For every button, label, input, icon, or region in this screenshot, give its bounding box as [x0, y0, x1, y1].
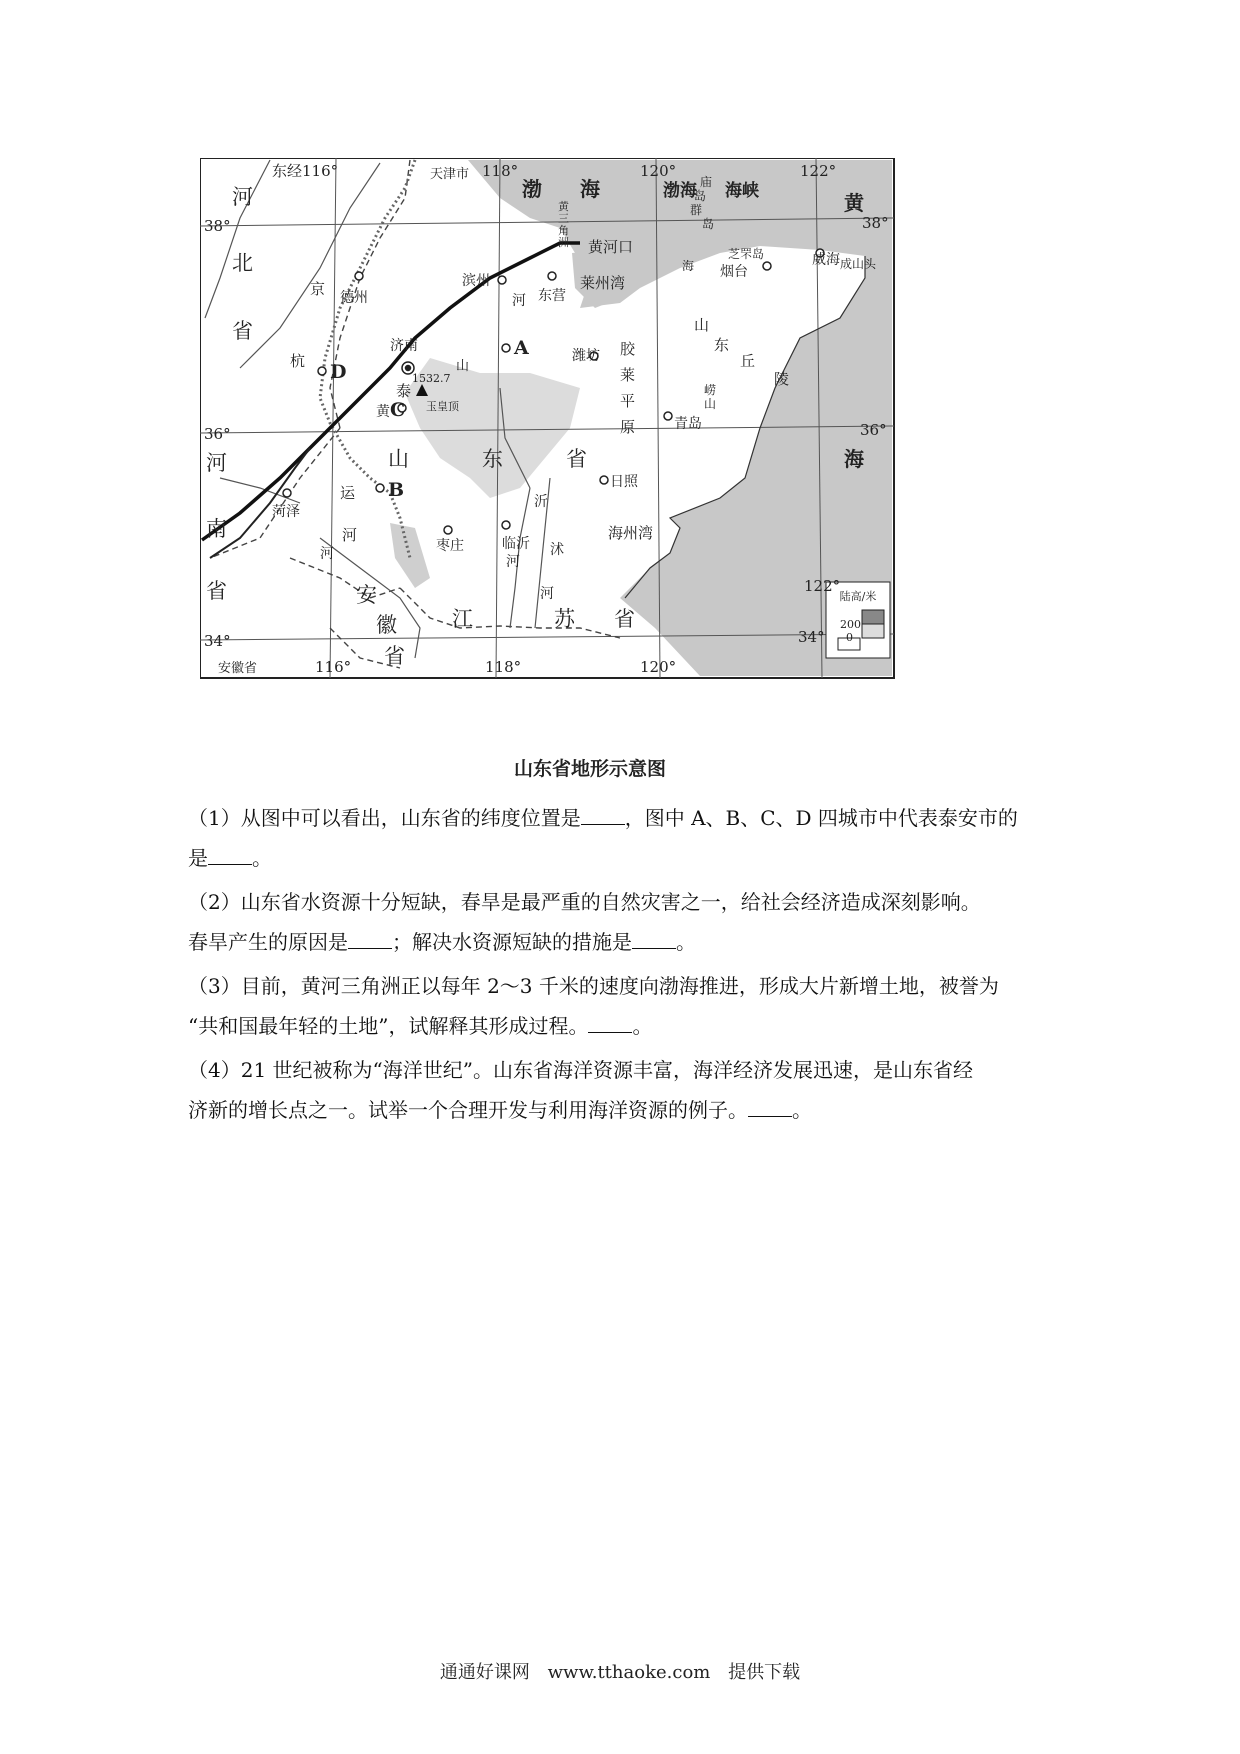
- delta-2: 三: [558, 212, 569, 225]
- prov-anhui-1: 安: [356, 583, 377, 607]
- lon-label-118: 118°: [482, 162, 519, 180]
- canal-jing: 京: [310, 280, 326, 298]
- question-1: [188, 798, 1058, 878]
- q3-text-b: “共和国最年轻的土地”，试解释其形成过程。: [188, 1014, 589, 1038]
- prov-henan-1: 河: [206, 451, 227, 475]
- lon-label-118-bottom: 118°: [485, 658, 522, 676]
- lat-label-36: 36°: [204, 425, 231, 443]
- lon-label-122-right: 122°: [804, 577, 841, 595]
- jiaolai-4: 原: [620, 418, 636, 436]
- river-huang: 黄: [376, 404, 390, 420]
- laoshan-1: 崂: [704, 383, 717, 397]
- q4-text-a: （4）21 世纪被称为“海洋世纪”。山东省海洋资源丰富，海洋经济发展迅速，是山东省经: [188, 1058, 973, 1082]
- lon-label-116-bottom: 116°: [315, 658, 352, 676]
- jiaolai-3: 平: [620, 392, 636, 410]
- q2-text-b: 春旱产生的原因是: [188, 930, 348, 954]
- island-zhifu: 芝罘岛: [728, 247, 765, 261]
- city-weihai: 威海: [812, 252, 840, 268]
- river-yi: 沂: [534, 494, 548, 510]
- prov-henan-3: 省: [206, 579, 227, 603]
- haizhou-bay-label: 海州湾: [608, 524, 654, 542]
- q2-text-d: 。: [676, 930, 696, 954]
- q4-blank: [748, 1098, 792, 1117]
- q3-text-c: 。: [632, 1014, 653, 1038]
- delta-3: 角: [558, 224, 569, 237]
- prov-jiangsu-3: 省: [614, 607, 635, 631]
- river-shu: 沭: [550, 542, 564, 558]
- sea-hai-extra: 海: [682, 259, 695, 273]
- legend-v1: 200: [840, 618, 861, 631]
- anhui-small-label: 安徽省: [218, 661, 258, 676]
- lat-label-36-right: 36°: [860, 421, 887, 439]
- q2-text-c: ；解决水资源短缺的措施是: [392, 930, 632, 954]
- q2-blank-2: [632, 930, 676, 949]
- city-weifang: 潍坊: [572, 348, 600, 364]
- lon-label-120: 120°: [640, 162, 677, 180]
- q1-blank-2: [208, 846, 252, 865]
- delta-1: 黄: [558, 200, 569, 213]
- point-c: C: [390, 399, 406, 421]
- peak-height: 1532.7: [412, 372, 451, 385]
- shandong-terrain-map: [200, 158, 980, 748]
- laoshan-2: 山: [704, 397, 717, 411]
- river-he-4: 河: [540, 586, 554, 602]
- lat-label-34: 34°: [204, 632, 231, 650]
- prov-shandong-1: 山: [388, 447, 409, 471]
- strait-bohai: 渤海: [663, 181, 697, 201]
- yellow-sea-hai: 海: [844, 447, 864, 471]
- city-yantai: 烟台: [720, 264, 748, 280]
- city-heze: 菏泽: [272, 504, 300, 520]
- legend-v2: 0: [846, 631, 853, 644]
- map-figure: [200, 158, 980, 780]
- yellow-river-mouth: 黄河口: [588, 238, 634, 256]
- city-dezhou: 德州: [340, 290, 368, 306]
- city-jinan: 济南: [390, 338, 418, 354]
- question-4: [188, 1050, 1058, 1130]
- q3-text-a: （3）目前，黄河三角洲正以每年 2～3 千米的速度向渤海推进，形成大片新增土地，被誉为: [188, 974, 999, 998]
- canal-hang: 杭: [290, 352, 306, 370]
- question-3: [188, 966, 1058, 1046]
- city-linyi: 临沂: [502, 536, 530, 552]
- island-dao: 岛: [694, 189, 707, 203]
- hills-ling: 陵: [774, 370, 790, 388]
- island-qun: 群: [690, 203, 703, 217]
- point-a: A: [514, 337, 529, 359]
- sea-hai: 海: [580, 177, 600, 201]
- city-zaozhuang: 枣庄: [436, 538, 464, 554]
- hills-qiu: 丘: [740, 352, 756, 370]
- footer-site: 通通好课网: [439, 1662, 530, 1683]
- q1-text-a: （1）从图中可以看出，山东省的纬度位置是: [188, 806, 581, 830]
- q4-text-b: 济新的增长点之一。试举一个合理开发与利用海洋资源的例子。: [188, 1098, 748, 1122]
- river-he-3: 河: [506, 554, 520, 570]
- prov-anhui-3: 省: [384, 644, 405, 668]
- q1-text-b: ，图中 A、B、C、D 四城市中代表泰安市的: [624, 806, 1018, 830]
- city-dongying: 东营: [538, 288, 566, 304]
- q1-text-d: 。: [252, 846, 272, 870]
- lat-label-34-right: 34°: [798, 628, 825, 646]
- lon-label-122: 122°: [800, 162, 837, 180]
- lat-label-38-right: 38°: [862, 214, 889, 232]
- prov-anhui-2: 徽: [376, 613, 397, 637]
- prov-hebei-2: 北: [232, 251, 253, 275]
- footer-url[interactable]: www.tthaoke.com: [547, 1662, 711, 1683]
- legend-title: 陆高/米: [839, 590, 877, 603]
- lat-label-38: 38°: [204, 217, 231, 235]
- prov-jiangsu-2: 苏: [554, 607, 575, 631]
- taishan-1: 泰: [396, 382, 412, 400]
- prov-shandong-3: 省: [566, 447, 587, 471]
- river-he-2: 河: [320, 546, 334, 562]
- yellow-sea-huang: 黄: [844, 191, 864, 215]
- q1-text-c: 是: [188, 846, 208, 870]
- lon-label-116: 东经116°: [272, 162, 339, 180]
- prov-hebei-1: 河: [232, 185, 253, 209]
- point-b: B: [388, 479, 405, 501]
- strait-haixia: 海峡: [725, 181, 759, 201]
- city-binzhou: 滨州: [462, 273, 490, 289]
- city-qingdao: 青岛: [674, 416, 702, 432]
- canal-he: 河: [342, 526, 358, 544]
- chengshantou-label: 成山头: [840, 257, 877, 271]
- peak-name: 玉皇顶: [426, 400, 459, 413]
- tianjin-label: 天津市: [430, 167, 470, 182]
- island-dao2: 岛: [702, 217, 715, 231]
- jiaolai-1: 胶: [620, 340, 636, 358]
- taishan-2: 山: [456, 359, 470, 374]
- point-d: D: [330, 361, 347, 383]
- prov-henan-2: 南: [206, 517, 227, 541]
- q2-text-a: （2）山东省水资源十分短缺，春旱是最严重的自然灾害之一，给社会经济造成深刻影响。: [188, 890, 981, 914]
- q4-text-c: 。: [792, 1098, 812, 1122]
- canal-yun: 运: [340, 484, 356, 502]
- laizhou-bay-label: 莱州湾: [580, 274, 626, 292]
- hills-shan: 山: [694, 316, 710, 334]
- page-footer: [0, 1658, 1240, 1684]
- q2-blank-1: [348, 930, 392, 949]
- hills-dong: 东: [714, 336, 730, 354]
- footer-tail: 提供下载: [728, 1662, 801, 1683]
- map-caption: 山东省地形示意图: [513, 758, 666, 780]
- jiaolai-2: 莱: [620, 366, 636, 384]
- q3-blank: [588, 1014, 632, 1033]
- island-miao: 庙: [700, 175, 713, 189]
- river-he-1: 河: [512, 293, 526, 309]
- prov-shandong-2: 东: [482, 447, 503, 471]
- q1-blank-1: [581, 806, 625, 825]
- city-rizhao: 日照: [610, 474, 638, 490]
- prov-hebei-3: 省: [232, 319, 253, 343]
- question-2: [188, 882, 1058, 962]
- lon-label-120-bottom: 120°: [640, 658, 677, 676]
- delta-4: 洲: [558, 236, 569, 249]
- sea-bo: 渤: [522, 177, 542, 201]
- prov-jiangsu-1: 江: [452, 607, 473, 631]
